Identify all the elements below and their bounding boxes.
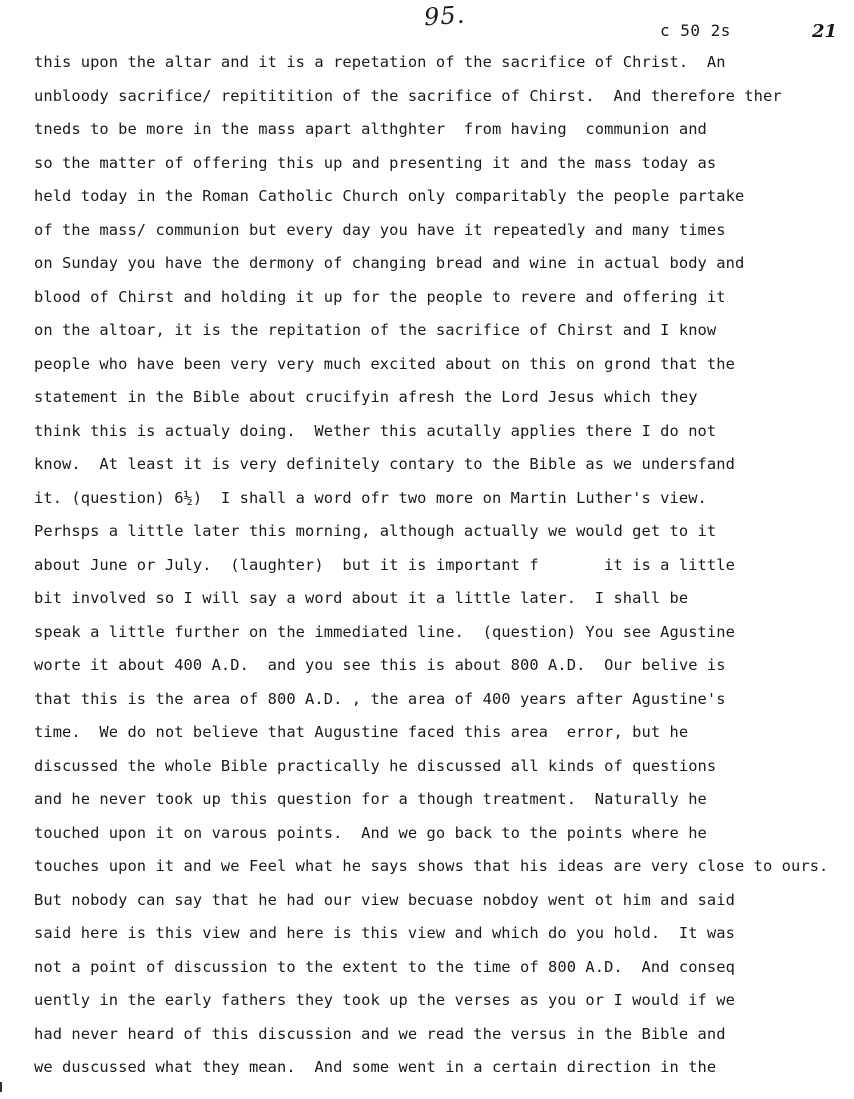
text-line-1: this upon the altar and it is a repetation of the sacrifice of Christ. An <box>34 53 726 71</box>
text-line-4: so the matter of offering this up and presenting it and the mass today as <box>34 153 717 172</box>
text-line-16: about June or July. (laughter) but it is important f it is a little <box>34 555 735 574</box>
text-line-20: that this is the area of 800 A.D. , the area of 400 years after Agustine's <box>34 689 726 708</box>
text-line-7: on Sunday you have the dermony of changing bread and wine in actual body and <box>34 254 745 272</box>
text-line-28: not a point of discussion to the extent to the time of 800 A.D. And conseq <box>34 957 735 976</box>
text-line-13: know. At least it is very definitely contary to the Bible as we undersfand <box>34 455 735 473</box>
text-line-22: discussed the whole Bible practically he discussed all kinds of questions <box>34 756 717 775</box>
text-line-11: statement in the Bible about crucifyin afresh the Lord Jesus which they <box>34 388 698 406</box>
text-line-29: uently in the early fathers they took up the verses as you or I would if we <box>34 991 735 1009</box>
corner-page-number: 21 <box>812 21 838 42</box>
margin-mark <box>0 1082 6 1092</box>
text-line-3: tneds to be more in the mass apart althghter from having communion and <box>34 120 707 138</box>
text-line-18: speak a little further on the immediated line. (question) You see Agustine <box>34 622 735 641</box>
text-line-14: it. (question) 6½) I shall a word ofr two more on Martin Luther's view. <box>34 488 707 507</box>
text-line-30: had never heard of this discussion and we read the versus in the Bible and <box>34 1024 726 1043</box>
text-line-19: worte it about 400 A.D. and you see this is about 800 A.D. Our belive is <box>34 656 726 674</box>
text-line-9: on the altoar, it is the repitation of the sacrifice of Chirst and I know <box>34 321 717 339</box>
handwritten-page-number: 95. <box>423 0 467 32</box>
text-line-17: bit involved so I will say a word about it a little later. I shall be <box>34 589 689 607</box>
text-line-15: Perhsps a little later this morning, although actually we would get to it <box>34 522 717 540</box>
text-line-12: think this is actualy doing. Wether this acutally applies there I do not <box>34 421 717 440</box>
text-line-8: blood of Chirst and holding it up for the people to revere and offering it <box>34 287 726 306</box>
text-line-24: touched upon it on varous points. And we go back to the points where he <box>34 823 707 842</box>
text-line-25: touches upon it and we Feel what he says shows that his ideas are very close to ours. <box>34 857 829 875</box>
document-code: c 50 2s <box>660 21 731 40</box>
text-line-23: and he never took up this question for a though treatment. Naturally he <box>34 790 707 808</box>
typed-body-text <box>34 50 844 1089</box>
text-line-27: said here is this view and here is this view and which do you hold. It was <box>34 924 735 942</box>
text-line-2: unbloody sacrifice/ repititition of the sacrifice of Chirst. And therefore ther <box>34 86 782 105</box>
text-line-26: But nobody can say that he had our view becuase nobdoy went ot him and said <box>34 890 735 909</box>
text-line-10: people who have been very very much excited about on this on grond that the <box>34 354 735 373</box>
text-line-6: of the mass/ communion but every day you have it repeatedly and many times <box>34 220 726 239</box>
text-line-5: held today in the Roman Catholic Church only comparitably the people partake <box>34 187 745 205</box>
text-line-31: we duscussed what they mean. And some went in a certain direction in the <box>34 1058 717 1076</box>
text-line-21: time. We do not believe that Augustine faced this area error, but he <box>34 723 689 741</box>
